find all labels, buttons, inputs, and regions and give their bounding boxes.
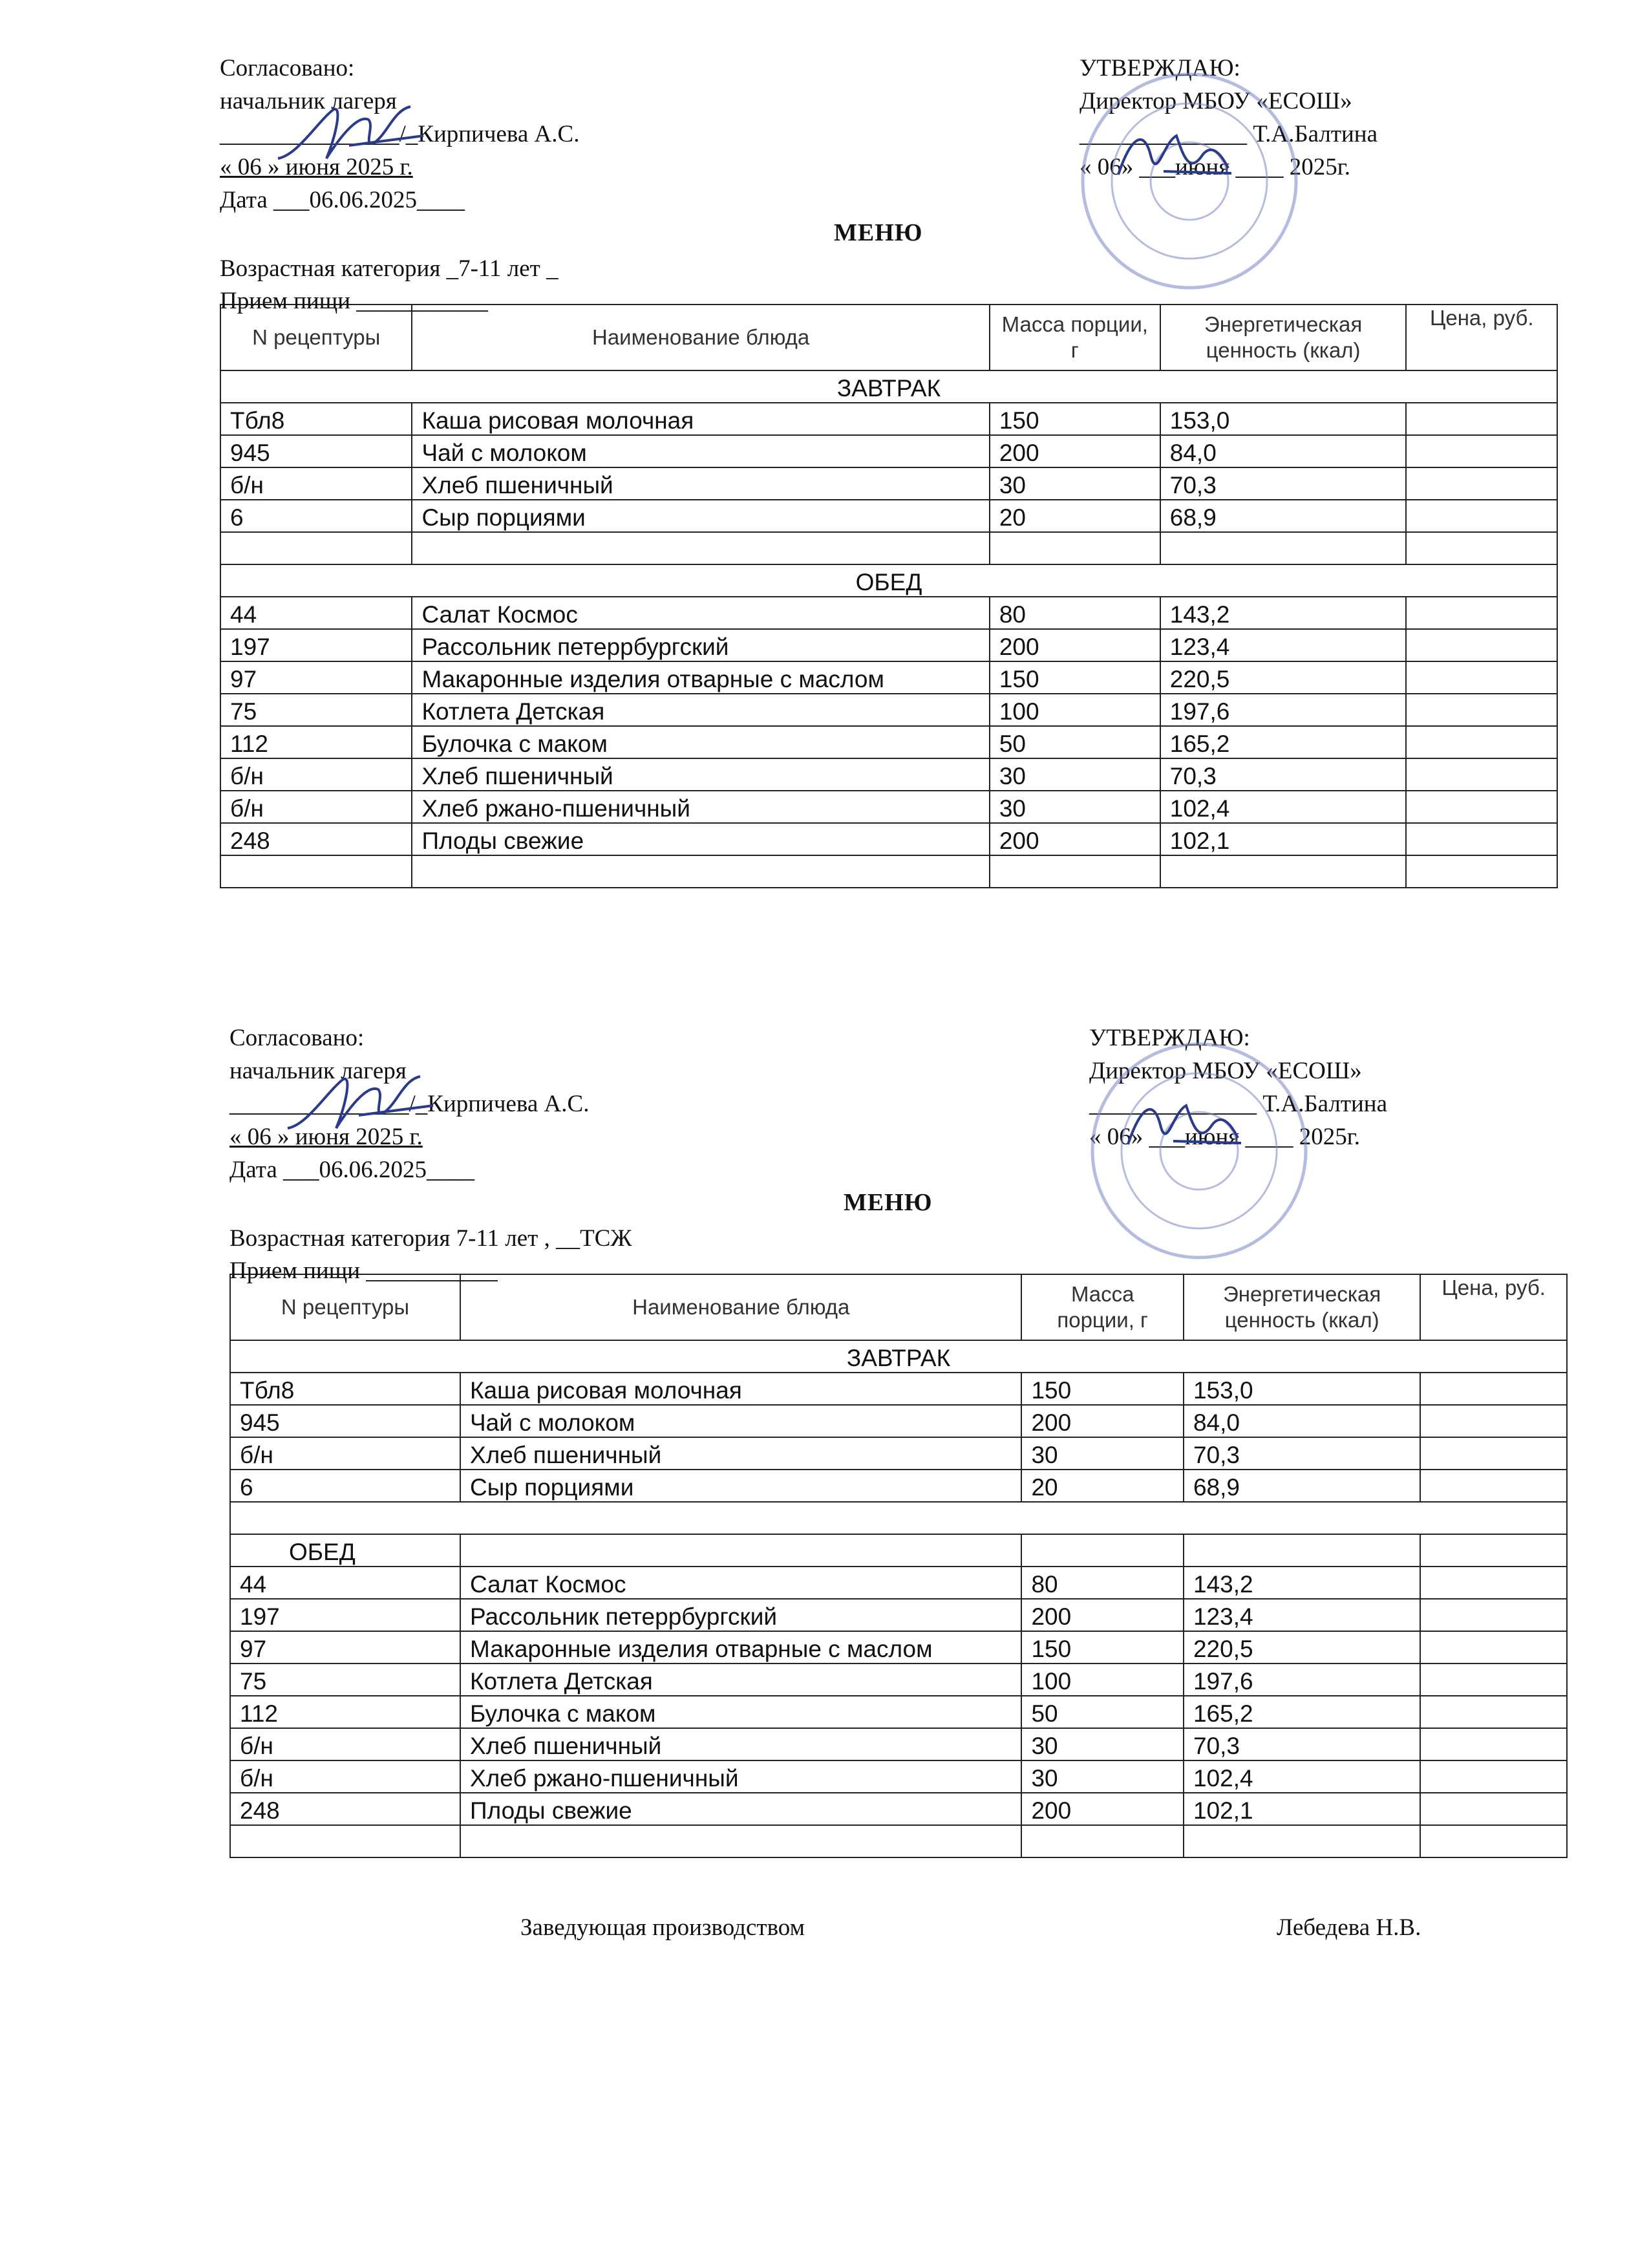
table-row <box>230 1631 1567 1664</box>
table-row <box>230 1760 1567 1793</box>
signature-camp-head <box>271 97 427 175</box>
dish-price <box>1406 823 1557 855</box>
signature-director <box>1105 116 1235 194</box>
dish-price <box>1420 1696 1567 1728</box>
age-category: Возрастная категория 7-11 лет , __ТСЖ <box>229 1225 632 1252</box>
recipe-code: 112 <box>230 1696 460 1728</box>
table-row <box>230 1664 1567 1696</box>
agreed-label: Согласовано: <box>220 55 355 81</box>
dish-kcal: 102,4 <box>1160 791 1407 823</box>
director-name: ______________ Т.А.Балтина <box>1089 1091 1388 1117</box>
signature-camp-head <box>281 1067 436 1144</box>
dish-kcal: 197,6 <box>1184 1664 1420 1696</box>
camp-head-title: начальник лагеря <box>220 88 397 114</box>
dish-mass: 20 <box>990 500 1160 532</box>
recipe-code: б/н <box>230 1760 460 1793</box>
dish-kcal: 123,4 <box>1160 629 1407 661</box>
menu-block-2 <box>229 1022 1568 1858</box>
section-lunch <box>230 1534 1567 1567</box>
dish-price <box>1406 694 1557 726</box>
recipe-code: Тбл8 <box>230 1373 460 1405</box>
dish-mass: 30 <box>1021 1437 1184 1470</box>
recipe-code: 97 <box>220 661 412 694</box>
section-label: ОБЕД <box>230 1534 460 1567</box>
dish-price <box>1420 1760 1567 1793</box>
dish-kcal: 165,2 <box>1184 1696 1420 1728</box>
recipe-code: 945 <box>220 435 412 467</box>
section-label: ОБЕД <box>220 564 1557 597</box>
dish-mass: 150 <box>1021 1631 1184 1664</box>
recipe-code: 197 <box>230 1599 460 1631</box>
dish-kcal: 102,4 <box>1184 1760 1420 1793</box>
dish-name: Хлеб пшеничный <box>460 1728 1021 1760</box>
dish-kcal: 68,9 <box>1160 500 1407 532</box>
approve-label: УТВЕРЖДАЮ: <box>1089 1025 1250 1051</box>
recipe-code: 97 <box>230 1631 460 1664</box>
table-row <box>220 791 1557 823</box>
camp-head-date: « 06 » июня 2025 г. <box>220 154 413 180</box>
recipe-code: 75 <box>220 694 412 726</box>
menu-table-1 <box>220 304 1558 888</box>
recipe-code: 197 <box>220 629 412 661</box>
table-row <box>220 823 1557 855</box>
dish-kcal: 220,5 <box>1160 661 1407 694</box>
table-row <box>230 1696 1567 1728</box>
dish-name: Хлеб пшеничный <box>412 758 989 791</box>
dish-mass: 200 <box>990 629 1160 661</box>
dish-mass: 200 <box>1021 1793 1184 1825</box>
dish-mass: 100 <box>1021 1664 1184 1696</box>
dish-name: Чай с молоком <box>412 435 989 467</box>
dish-name: Чай с молоком <box>460 1405 1021 1437</box>
dish-name: Булочка с маком <box>460 1696 1021 1728</box>
director-date: « 06» ___июня ____ 2025г. <box>1080 154 1351 180</box>
dish-mass: 200 <box>1021 1599 1184 1631</box>
section-label: ЗАВТРАК <box>220 370 1557 403</box>
empty-row <box>220 532 1557 564</box>
recipe-code: 6 <box>220 500 412 532</box>
dish-price <box>1420 1728 1567 1760</box>
age-category: Возрастная категория _7-11 лет _ <box>220 255 559 282</box>
dish-kcal: 153,0 <box>1160 403 1407 435</box>
director-title: Директор МБОУ «ЕСОШ» <box>1080 88 1352 114</box>
dish-mass: 150 <box>990 403 1160 435</box>
dish-kcal: 197,6 <box>1160 694 1407 726</box>
director-date: « 06» ___июня ____ 2025г. <box>1089 1124 1361 1150</box>
dish-kcal: 84,0 <box>1184 1405 1420 1437</box>
recipe-code: 6 <box>230 1470 460 1502</box>
dish-price <box>1420 1470 1567 1502</box>
recipe-code: б/н <box>220 758 412 791</box>
recipe-code: Тбл8 <box>220 403 412 435</box>
dish-name: Макаронные изделия отварные с маслом <box>460 1631 1021 1664</box>
dish-kcal: 70,3 <box>1160 467 1407 500</box>
dish-name: Хлеб ржано-пшеничный <box>460 1760 1021 1793</box>
meal-line: Прием пищи ___________ <box>220 288 488 314</box>
table-row <box>230 1373 1567 1405</box>
table-row <box>220 597 1557 629</box>
dish-name: Плоды свежие <box>412 823 989 855</box>
table-row <box>230 1437 1567 1470</box>
dish-price <box>1420 1599 1567 1631</box>
dish-name: Сыр порциями <box>412 500 989 532</box>
dish-price <box>1406 791 1557 823</box>
table-row <box>230 1793 1567 1825</box>
dish-name: Сыр порциями <box>460 1470 1021 1502</box>
dish-name: Котлета Детская <box>460 1664 1021 1696</box>
recipe-code: б/н <box>230 1728 460 1760</box>
table-row <box>230 1567 1567 1599</box>
dish-kcal: 84,0 <box>1160 435 1407 467</box>
table-row <box>220 435 1557 467</box>
empty-row <box>230 1502 1567 1534</box>
recipe-code: б/н <box>220 791 412 823</box>
dish-mass: 30 <box>990 758 1160 791</box>
dish-mass: 200 <box>990 435 1160 467</box>
dish-name: Хлеб пшеничный <box>412 467 989 500</box>
dish-price <box>1420 1373 1567 1405</box>
signature-director <box>1115 1086 1244 1164</box>
col-kcal: Энергетическая ценность (ккал) <box>1184 1274 1420 1340</box>
section-lunch <box>220 564 1557 597</box>
table-row <box>220 694 1557 726</box>
table-row <box>230 1599 1567 1631</box>
dish-kcal: 102,1 <box>1184 1793 1420 1825</box>
table-row <box>220 403 1557 435</box>
dish-kcal: 102,1 <box>1160 823 1407 855</box>
menu-header-1 <box>220 52 1558 314</box>
empty-row <box>220 855 1557 888</box>
recipe-code: 44 <box>220 597 412 629</box>
dish-name: Хлеб ржано-пшеничный <box>412 791 989 823</box>
camp-head-name: _______________/_Кирпичева А.С. <box>220 121 580 147</box>
table-row <box>220 726 1557 758</box>
col-mass: Масса порции, г <box>990 305 1160 370</box>
dish-mass: 150 <box>1021 1373 1184 1405</box>
menu-title: МЕНЮ <box>844 1189 933 1216</box>
menu-header-2 <box>229 1022 1568 1284</box>
dish-mass: 80 <box>1021 1567 1184 1599</box>
section-breakfast <box>220 370 1557 403</box>
dish-mass: 200 <box>990 823 1160 855</box>
agreed-label: Согласовано: <box>229 1025 365 1051</box>
recipe-code: 75 <box>230 1664 460 1696</box>
dish-price <box>1420 1437 1567 1470</box>
col-recipe: N рецептуры <box>230 1274 460 1340</box>
table-row <box>230 1728 1567 1760</box>
dish-price <box>1420 1567 1567 1599</box>
section-label: ЗАВТРАК <box>230 1340 1567 1373</box>
dish-mass: 30 <box>990 467 1160 500</box>
menu-block-1 <box>220 52 1558 888</box>
dish-name: Макаронные изделия отварные с маслом <box>412 661 989 694</box>
col-kcal: Энергетическая ценность (ккал) <box>1160 305 1407 370</box>
table-row <box>230 1470 1567 1502</box>
recipe-code: б/н <box>220 467 412 500</box>
recipe-code: 112 <box>220 726 412 758</box>
col-recipe: N рецептуры <box>220 305 412 370</box>
dish-price <box>1406 500 1557 532</box>
empty-row <box>230 1825 1567 1857</box>
dish-name: Котлета Детская <box>412 694 989 726</box>
dish-kcal: 68,9 <box>1184 1470 1420 1502</box>
dish-price <box>1420 1405 1567 1437</box>
camp-head-name: _______________/_Кирпичева А.С. <box>229 1091 590 1117</box>
dish-price <box>1406 629 1557 661</box>
dish-kcal: 70,3 <box>1184 1728 1420 1760</box>
col-dish: Наименование блюда <box>412 305 989 370</box>
dish-mass: 50 <box>1021 1696 1184 1728</box>
dish-mass: 30 <box>990 791 1160 823</box>
dish-price <box>1406 758 1557 791</box>
dish-mass: 80 <box>990 597 1160 629</box>
dish-name: Рассольник петеррбургский <box>460 1599 1021 1631</box>
dish-kcal: 143,2 <box>1184 1567 1420 1599</box>
dish-mass: 30 <box>1021 1728 1184 1760</box>
dish-name: Рассольник петеррбургский <box>412 629 989 661</box>
dish-price <box>1420 1664 1567 1696</box>
dish-price <box>1406 467 1557 500</box>
section-breakfast <box>230 1340 1567 1373</box>
dish-mass: 30 <box>1021 1760 1184 1793</box>
dish-kcal: 70,3 <box>1160 758 1407 791</box>
dish-name: Хлеб пшеничный <box>460 1437 1021 1470</box>
camp-head-title: начальник лагеря <box>229 1058 407 1084</box>
recipe-code: 248 <box>220 823 412 855</box>
recipe-code: 945 <box>230 1405 460 1437</box>
dish-kcal: 143,2 <box>1160 597 1407 629</box>
dish-name: Булочка с маком <box>412 726 989 758</box>
recipe-code: б/н <box>230 1437 460 1470</box>
dish-mass: 200 <box>1021 1405 1184 1437</box>
dish-price <box>1406 435 1557 467</box>
dish-kcal: 123,4 <box>1184 1599 1420 1631</box>
dish-mass: 20 <box>1021 1470 1184 1502</box>
meal-line: Прием пищи ___________ <box>229 1257 498 1284</box>
col-price: Цена, руб. <box>1406 305 1557 370</box>
col-dish: Наименование блюда <box>460 1274 1021 1340</box>
dish-kcal: 165,2 <box>1160 726 1407 758</box>
recipe-code: 248 <box>230 1793 460 1825</box>
dish-mass: 100 <box>990 694 1160 726</box>
table-row <box>220 661 1557 694</box>
dish-name: Салат Космос <box>412 597 989 629</box>
table-row <box>220 758 1557 791</box>
dish-price <box>1406 597 1557 629</box>
dish-mass: 50 <box>990 726 1160 758</box>
director-title: Директор МБОУ «ЕСОШ» <box>1089 1058 1362 1084</box>
dish-kcal: 70,3 <box>1184 1437 1420 1470</box>
table-row <box>220 467 1557 500</box>
table-row <box>220 629 1557 661</box>
dish-kcal: 220,5 <box>1184 1631 1420 1664</box>
menu-title: МЕНЮ <box>834 219 923 246</box>
dish-price <box>1406 726 1557 758</box>
recipe-code: 44 <box>230 1567 460 1599</box>
col-mass: Масса порции, г <box>1021 1274 1184 1340</box>
table-row <box>230 1405 1567 1437</box>
menu-table-2 <box>229 1274 1568 1858</box>
table-row <box>220 500 1557 532</box>
dish-price <box>1420 1631 1567 1664</box>
camp-head-date: « 06 » июня 2025 г. <box>229 1124 423 1150</box>
footer-role: Заведующая производством <box>520 1914 805 1941</box>
col-price: Цена, руб. <box>1420 1274 1567 1340</box>
dish-name: Плоды свежие <box>460 1793 1021 1825</box>
dish-name: Каша рисовая молочная <box>412 403 989 435</box>
date-line: Дата ___06.06.2025____ <box>220 187 465 213</box>
date-line: Дата ___06.06.2025____ <box>229 1157 474 1183</box>
dish-price <box>1406 661 1557 694</box>
footer-name: Лебедева Н.В. <box>1277 1914 1421 1941</box>
approve-label: УТВЕРЖДАЮ: <box>1080 55 1240 81</box>
dish-kcal: 153,0 <box>1184 1373 1420 1405</box>
dish-price <box>1420 1793 1567 1825</box>
dish-mass: 150 <box>990 661 1160 694</box>
dish-name: Салат Космос <box>460 1567 1021 1599</box>
dish-price <box>1406 403 1557 435</box>
director-name: ______________ Т.А.Балтина <box>1080 121 1378 147</box>
dish-name: Каша рисовая молочная <box>460 1373 1021 1405</box>
